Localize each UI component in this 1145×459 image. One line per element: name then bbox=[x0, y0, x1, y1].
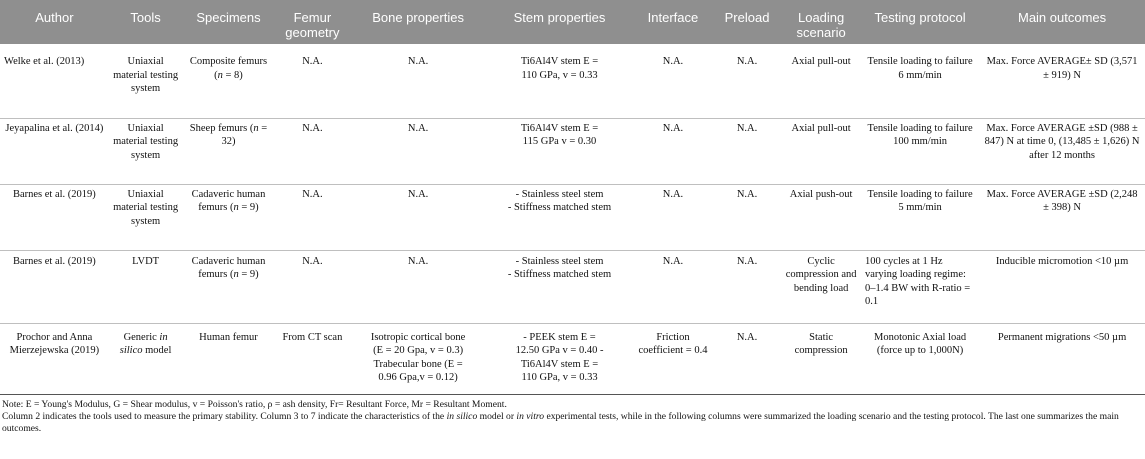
cell-main-outcomes: Inducible micromotion <10 µm bbox=[979, 250, 1145, 323]
cell-tools: Generic in silico model bbox=[109, 323, 183, 394]
cell-testing-protocol: 100 cycles at 1 Hz varying loading regime: 0–1.4 BW with R-ratio = 0.1 bbox=[861, 250, 979, 323]
cell-loading-scenario: Axial pull-out bbox=[781, 44, 861, 118]
col-header-tools: Tools bbox=[109, 0, 183, 44]
cell-specimens: Cadaveric human femurs (n = 9) bbox=[182, 184, 274, 250]
cell-loading-scenario: Axial pull-out bbox=[781, 118, 861, 184]
cell-interface: N.A. bbox=[633, 250, 713, 323]
cell-loading-scenario: Cyclic compression and bending load bbox=[781, 250, 861, 323]
cell-femur-geometry: N.A. bbox=[275, 44, 351, 118]
col-header-author: Author bbox=[0, 0, 109, 44]
cell-preload: N.A. bbox=[713, 184, 781, 250]
cell-main-outcomes: Max. Force AVERAGE± SD (3,571 ± 919) N bbox=[979, 44, 1145, 118]
cell-author: Jeyapalina et al. (2014) bbox=[0, 118, 109, 184]
col-header-loading-scenario: Loading scenario bbox=[781, 0, 861, 44]
col-header-preload: Preload bbox=[713, 0, 781, 44]
cell-stem-properties: - Stainless steel stem - Stiffness matched stem bbox=[486, 184, 633, 250]
cell-author: Barnes et al. (2019) bbox=[0, 250, 109, 323]
cell-author: Welke et al. (2013) bbox=[0, 44, 109, 118]
cell-interface: N.A. bbox=[633, 44, 713, 118]
cell-preload: N.A. bbox=[713, 44, 781, 118]
cell-loading-scenario: Axial push-out bbox=[781, 184, 861, 250]
table-row bbox=[0, 118, 1145, 184]
cell-interface: N.A. bbox=[633, 184, 713, 250]
cell-specimens: Cadaveric human femurs (n = 9) bbox=[182, 250, 274, 323]
cell-preload: N.A. bbox=[713, 323, 781, 394]
cell-testing-protocol: Tensile loading to failure 100 mm/min bbox=[861, 118, 979, 184]
cell-author: Barnes et al. (2019) bbox=[0, 184, 109, 250]
cell-stem-properties: - PEEK stem E = 12.50 GPa v = 0.40 - Ti6Al4V stem E = 110 GPa, v = 0.33 bbox=[486, 323, 633, 394]
col-header-main-outcomes: Main outcomes bbox=[979, 0, 1145, 44]
cell-bone-properties: N.A. bbox=[350, 44, 486, 118]
cell-main-outcomes: Permanent migrations <50 µm bbox=[979, 323, 1145, 394]
cell-bone-properties: N.A. bbox=[350, 184, 486, 250]
col-header-stem-properties: Stem properties bbox=[486, 0, 633, 44]
cell-interface: N.A. bbox=[633, 118, 713, 184]
cell-femur-geometry: N.A. bbox=[275, 250, 351, 323]
cell-femur-geometry: From CT scan bbox=[275, 323, 351, 394]
cell-tools: Uniaxial material testing system bbox=[109, 184, 183, 250]
header-row bbox=[0, 0, 1145, 44]
cell-specimens: Sheep femurs (n = 32) bbox=[182, 118, 274, 184]
col-header-interface: Interface bbox=[633, 0, 713, 44]
cell-testing-protocol: Tensile loading to failure 6 mm/min bbox=[861, 44, 979, 118]
cell-bone-properties: N.A. bbox=[350, 250, 486, 323]
cell-tools: Uniaxial material testing system bbox=[109, 44, 183, 118]
cell-femur-geometry: N.A. bbox=[275, 118, 351, 184]
cell-specimens: Human femur bbox=[182, 323, 274, 394]
cell-testing-protocol: Monotonic Axial load (force up to 1,000N) bbox=[861, 323, 979, 394]
cell-author: Prochor and Anna Mierzejewska (2019) bbox=[0, 323, 109, 394]
cell-preload: N.A. bbox=[713, 250, 781, 323]
cell-bone-properties: Isotropic cortical bone (E = 20 Gpa, v = 0.3) Trabecular bone (E = 0.96 Gpa,v = 0.12) bbox=[350, 323, 486, 394]
table-row bbox=[0, 44, 1145, 118]
table-row bbox=[0, 250, 1145, 323]
cell-main-outcomes: Max. Force AVERAGE ±SD (988 ± 847) N at time 0, (13,485 ± 1,626) N after 12 months bbox=[979, 118, 1145, 184]
cell-testing-protocol: Tensile loading to failure 5 mm/min bbox=[861, 184, 979, 250]
note-abbreviations: Note: E = Young's Modulus, G = Shear modulus, v = Poisson's ratio, ρ = ash density, Fr= Resultant Force, Mr = Resultant Moment. bbox=[2, 398, 507, 410]
cell-loading-scenario: Static compression bbox=[781, 323, 861, 394]
cell-main-outcomes: Max. Force AVERAGE ±SD (2,248 ± 398) N bbox=[979, 184, 1145, 250]
cell-stem-properties: - Stainless steel stem - Stiffness matched stem bbox=[486, 250, 633, 323]
table-row bbox=[0, 184, 1145, 250]
col-header-bone-properties: Bone properties bbox=[350, 0, 486, 44]
cell-preload: N.A. bbox=[713, 118, 781, 184]
cell-tools: LVDT bbox=[109, 250, 183, 323]
cell-stem-properties: Ti6Al4V stem E = 110 GPa, v = 0.33 bbox=[486, 44, 633, 118]
col-header-specimens: Specimens bbox=[182, 0, 274, 44]
cell-specimens: Composite femurs (n = 8) bbox=[182, 44, 274, 118]
note-columns: Column 2 indicates the tools used to measure the primary stability. Column 3 to 7 indicate the characteristics of the in silico model or in vitro experimental tests, while in the following columns were summarized the loading scenario and the testing protocol. The last one summarizes the main outcomes. bbox=[2, 410, 1119, 435]
cell-bone-properties: N.A. bbox=[350, 118, 486, 184]
cell-interface: Friction coefficient = 0.4 bbox=[633, 323, 713, 394]
cell-stem-properties: Ti6Al4V stem E = 115 GPa v = 0.30 bbox=[486, 118, 633, 184]
table-row bbox=[0, 323, 1145, 394]
cell-femur-geometry: N.A. bbox=[275, 184, 351, 250]
table-notes bbox=[0, 395, 1145, 436]
cell-tools: Uniaxial material testing system bbox=[109, 118, 183, 184]
col-header-testing-protocol: Testing protocol bbox=[861, 0, 979, 44]
col-header-femur-geometry: Femur geometry bbox=[275, 0, 351, 44]
